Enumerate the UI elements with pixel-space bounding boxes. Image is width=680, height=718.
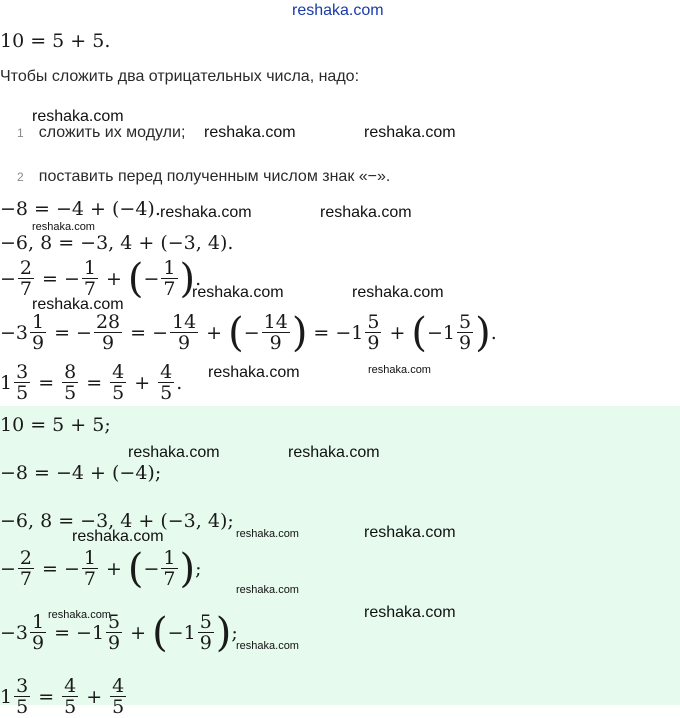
watermark: reshaka.com <box>320 204 412 221</box>
equation-mixed-1-3-5: 1 $\frac{3}{5}$ = $\frac{8}{5}$ = $\frac{4}{5}$ + $\frac{4}{5}$ . <box>0 361 183 404</box>
watermark: reshaka.com <box>236 584 299 596</box>
answer-10: 10 = 5 + 5; <box>0 414 111 436</box>
watermark: reshaka.com <box>192 284 284 301</box>
step-number: 1 <box>17 126 24 140</box>
equation-minus-6-8: −6, 8 = −3, 4 + (−3, 4). <box>0 232 234 254</box>
watermark: reshaka.com <box>32 296 124 313</box>
equation-10: 10 = 5 + 5. <box>0 30 111 52</box>
rule-intro: Чтобы сложить два отрицательных числа, надо: <box>0 68 360 85</box>
equation-minus-8: −8 = −4 + (−4). <box>0 198 161 220</box>
answer-minus-6-8: −6, 8 = −3, 4 + (−3, 4); <box>0 510 234 532</box>
site-link[interactable]: reshaka.com <box>292 2 384 19</box>
answer-mixed-3-1-9: −3 $\frac{1}{9}$ = −1 $\frac{5}{9}$ + ( −1 $\frac{5}{9}$ ) ; <box>0 609 238 656</box>
equation-mixed-3-1-9: −3 $\frac{1}{9}$ = − $\frac{28}{9}$ = − $\frac{14}{9}$ + ( − $\frac{14}{9}$ ) = −1 $\frac{5}{9}$ + ( −1 $\frac{5}{9}$ ) . <box>0 309 497 356</box>
watermark: reshaka.com <box>208 364 300 381</box>
watermark: reshaka.com <box>48 609 111 621</box>
watermark: reshaka.com <box>364 124 456 141</box>
watermark: reshaka.com <box>236 528 299 540</box>
watermark: reshaka.com <box>204 124 296 141</box>
answer-minus-8: −8 = −4 + (−4); <box>0 462 162 484</box>
step-text: сложить их модули; <box>38 124 186 141</box>
watermark: reshaka.com <box>364 604 456 621</box>
equation-fraction-2-7: − $\frac{2}{7}$ = − $\frac{1}{7}$ + ( − $\frac{1}{7}$ ) . <box>0 255 202 302</box>
step-2 <box>17 166 390 186</box>
watermark: reshaka.com <box>72 528 164 545</box>
watermark: reshaka.com <box>160 204 252 221</box>
watermark: reshaka.com <box>364 524 456 541</box>
watermark: reshaka.com <box>32 221 95 233</box>
watermark: reshaka.com <box>32 108 124 125</box>
step-number: 2 <box>17 170 24 184</box>
watermark: reshaka.com <box>288 444 380 461</box>
answer-fraction-2-7: − $\frac{2}{7}$ = − $\frac{1}{7}$ + ( − $\frac{1}{7}$ ) ; <box>0 545 202 592</box>
watermark: reshaka.com <box>368 364 431 376</box>
watermark: reshaka.com <box>352 284 444 301</box>
answer-mixed-1-3-5: 1 $\frac{3}{5}$ = $\frac{4}{5}$ + $\frac{4}{5}$ <box>0 675 125 718</box>
watermark: reshaka.com <box>236 640 299 652</box>
watermark: reshaka.com <box>128 444 220 461</box>
step-text: поставить перед полученным числом знак «−». <box>38 168 391 185</box>
